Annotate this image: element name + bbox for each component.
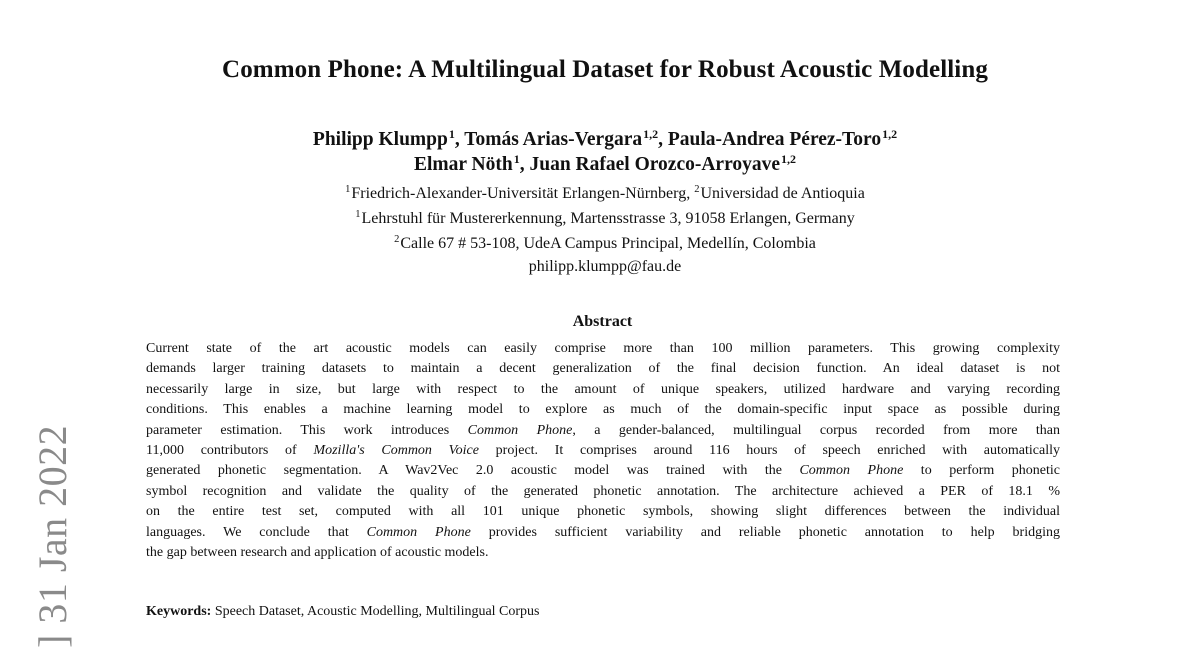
author-line-2: Elmar Nöth$^1$, Juan Rafael Orozco-Arroyave$^{1,2}$	[413, 152, 797, 175]
abstract-text: generated phonetic segmentation. A Wav2Vec 2.0 acoustic model was trained with the	[146, 463, 800, 479]
affiliation-line-3	[0, 234, 1200, 253]
abstract-line	[146, 339, 1060, 359]
abstract-heading: Abstract	[572, 313, 633, 330]
author-name: Tomás Arias-Vergara	[464, 129, 643, 150]
affiliation-marker: 2	[694, 184, 700, 195]
abstract-line	[146, 482, 1060, 502]
abstract-text: the gap between research and application of acoustic models.	[146, 545, 489, 561]
author-email: philipp.klumpp@fau.de	[528, 258, 682, 275]
abstract-line	[146, 461, 1060, 481]
abstract-line	[146, 400, 1060, 420]
affiliation-text: Universidad de Antioquia	[700, 185, 865, 202]
author-name: Elmar Nöth	[413, 154, 513, 175]
abstract-line	[146, 359, 1060, 379]
abstract-text: on the entire test set, computed with all 101 unique phonetic symbols, showing slight differences between the individual	[146, 504, 1060, 520]
abstract-text: symbol recognition and validate the quality of the generated phonetic annotation. The architecture achieved a PER of 18.1 %	[146, 483, 1060, 499]
abstract-text: conditions. This enables a machine learning model to explore as much of the domain-specific input space as possible during	[146, 402, 1060, 418]
author-line-1: Philipp Klumpp$^1$, Tomás Arias-Vergara$^{1,2}$, Paula-Andrea Pérez-Toro$^{1,2}$	[312, 127, 898, 150]
abstract-text: 11,000 contributors of	[146, 443, 314, 459]
affiliation-text: Friedrich-Alexander-Universität Erlangen-Nürnberg,	[351, 185, 695, 202]
abstract-text: project. It comprises around 116 hours of speech enriched with automatically	[478, 443, 1060, 459]
abstract-line	[146, 380, 1060, 400]
keywords-text: Speech Dataset, Acoustic Modelling, Multilingual Corpus	[211, 604, 540, 619]
abstract-line	[146, 543, 1060, 563]
abstract-emphasis: Common Phone	[467, 422, 573, 438]
keywords	[146, 604, 540, 620]
abstract-line	[146, 421, 1060, 441]
abstract-text: languages. We conclude that	[146, 524, 367, 540]
abstract-emphasis: Common Phone	[366, 524, 471, 540]
affiliation-marker: 2	[394, 234, 400, 245]
abstract-text: , a gender-balanced, multilingual corpus recorded from more than	[572, 422, 1060, 438]
affiliation-line-2	[0, 209, 1200, 228]
abstract-line	[146, 523, 1060, 543]
abstract-text: necessarily large in size, but large with respect to the amount of unique speakers, utilized hardware and varying recording	[146, 381, 1060, 397]
author-name: Paula-Andrea Pérez-Toro	[667, 129, 882, 150]
affiliation-line-1	[0, 184, 1200, 203]
abstract-text: parameter estimation. This work introduces	[146, 422, 468, 438]
keywords-label: Keywords:	[146, 604, 212, 619]
author-name: Juan Rafael Orozco-Arroyave	[529, 154, 781, 175]
abstract-emphasis: Common Phone	[799, 463, 904, 479]
author-affiliation-marker: 1,2	[781, 152, 797, 166]
author-affiliation-marker: 1	[448, 127, 455, 141]
paper-title: Common Phone: A Multilingual Dataset for Robust Acoustic Modelling	[222, 56, 988, 83]
author-name: Philipp Klumpp	[312, 129, 448, 150]
abstract-line	[146, 502, 1060, 522]
author-affiliation-marker: 1,2	[643, 127, 659, 141]
arxiv-side-stamp: ] 31 Jan 2022	[30, 424, 75, 648]
abstract-emphasis: Mozilla's Common Voice	[313, 443, 479, 459]
affiliation-text: Lehrstuhl für Mustererkennung, Martensstrasse 3, 91058 Erlangen, Germany	[361, 210, 855, 227]
abstract-text: demands larger training datasets to maintain a decent generalization of the final decision function. An ideal dataset is not	[146, 361, 1060, 377]
author-affiliation-marker: 1	[513, 152, 520, 166]
affiliation-marker: 1	[345, 184, 351, 195]
affiliation-marker: 1	[355, 209, 361, 220]
abstract-text: provides sufficient variability and reliable phonetic annotation to help bridging	[470, 524, 1060, 540]
abstract-line	[146, 441, 1060, 461]
abstract-body	[146, 339, 1060, 563]
author-affiliation-marker: 1,2	[882, 127, 898, 141]
abstract-text: Current state of the art acoustic models can easily comprise more than 100 million parameters. This growing complexity	[146, 341, 1060, 356]
affiliation-text: Calle 67 # 53-108, UdeA Campus Principal, Medellín, Colombia	[400, 235, 816, 252]
abstract-text: to perform phonetic	[903, 463, 1061, 479]
